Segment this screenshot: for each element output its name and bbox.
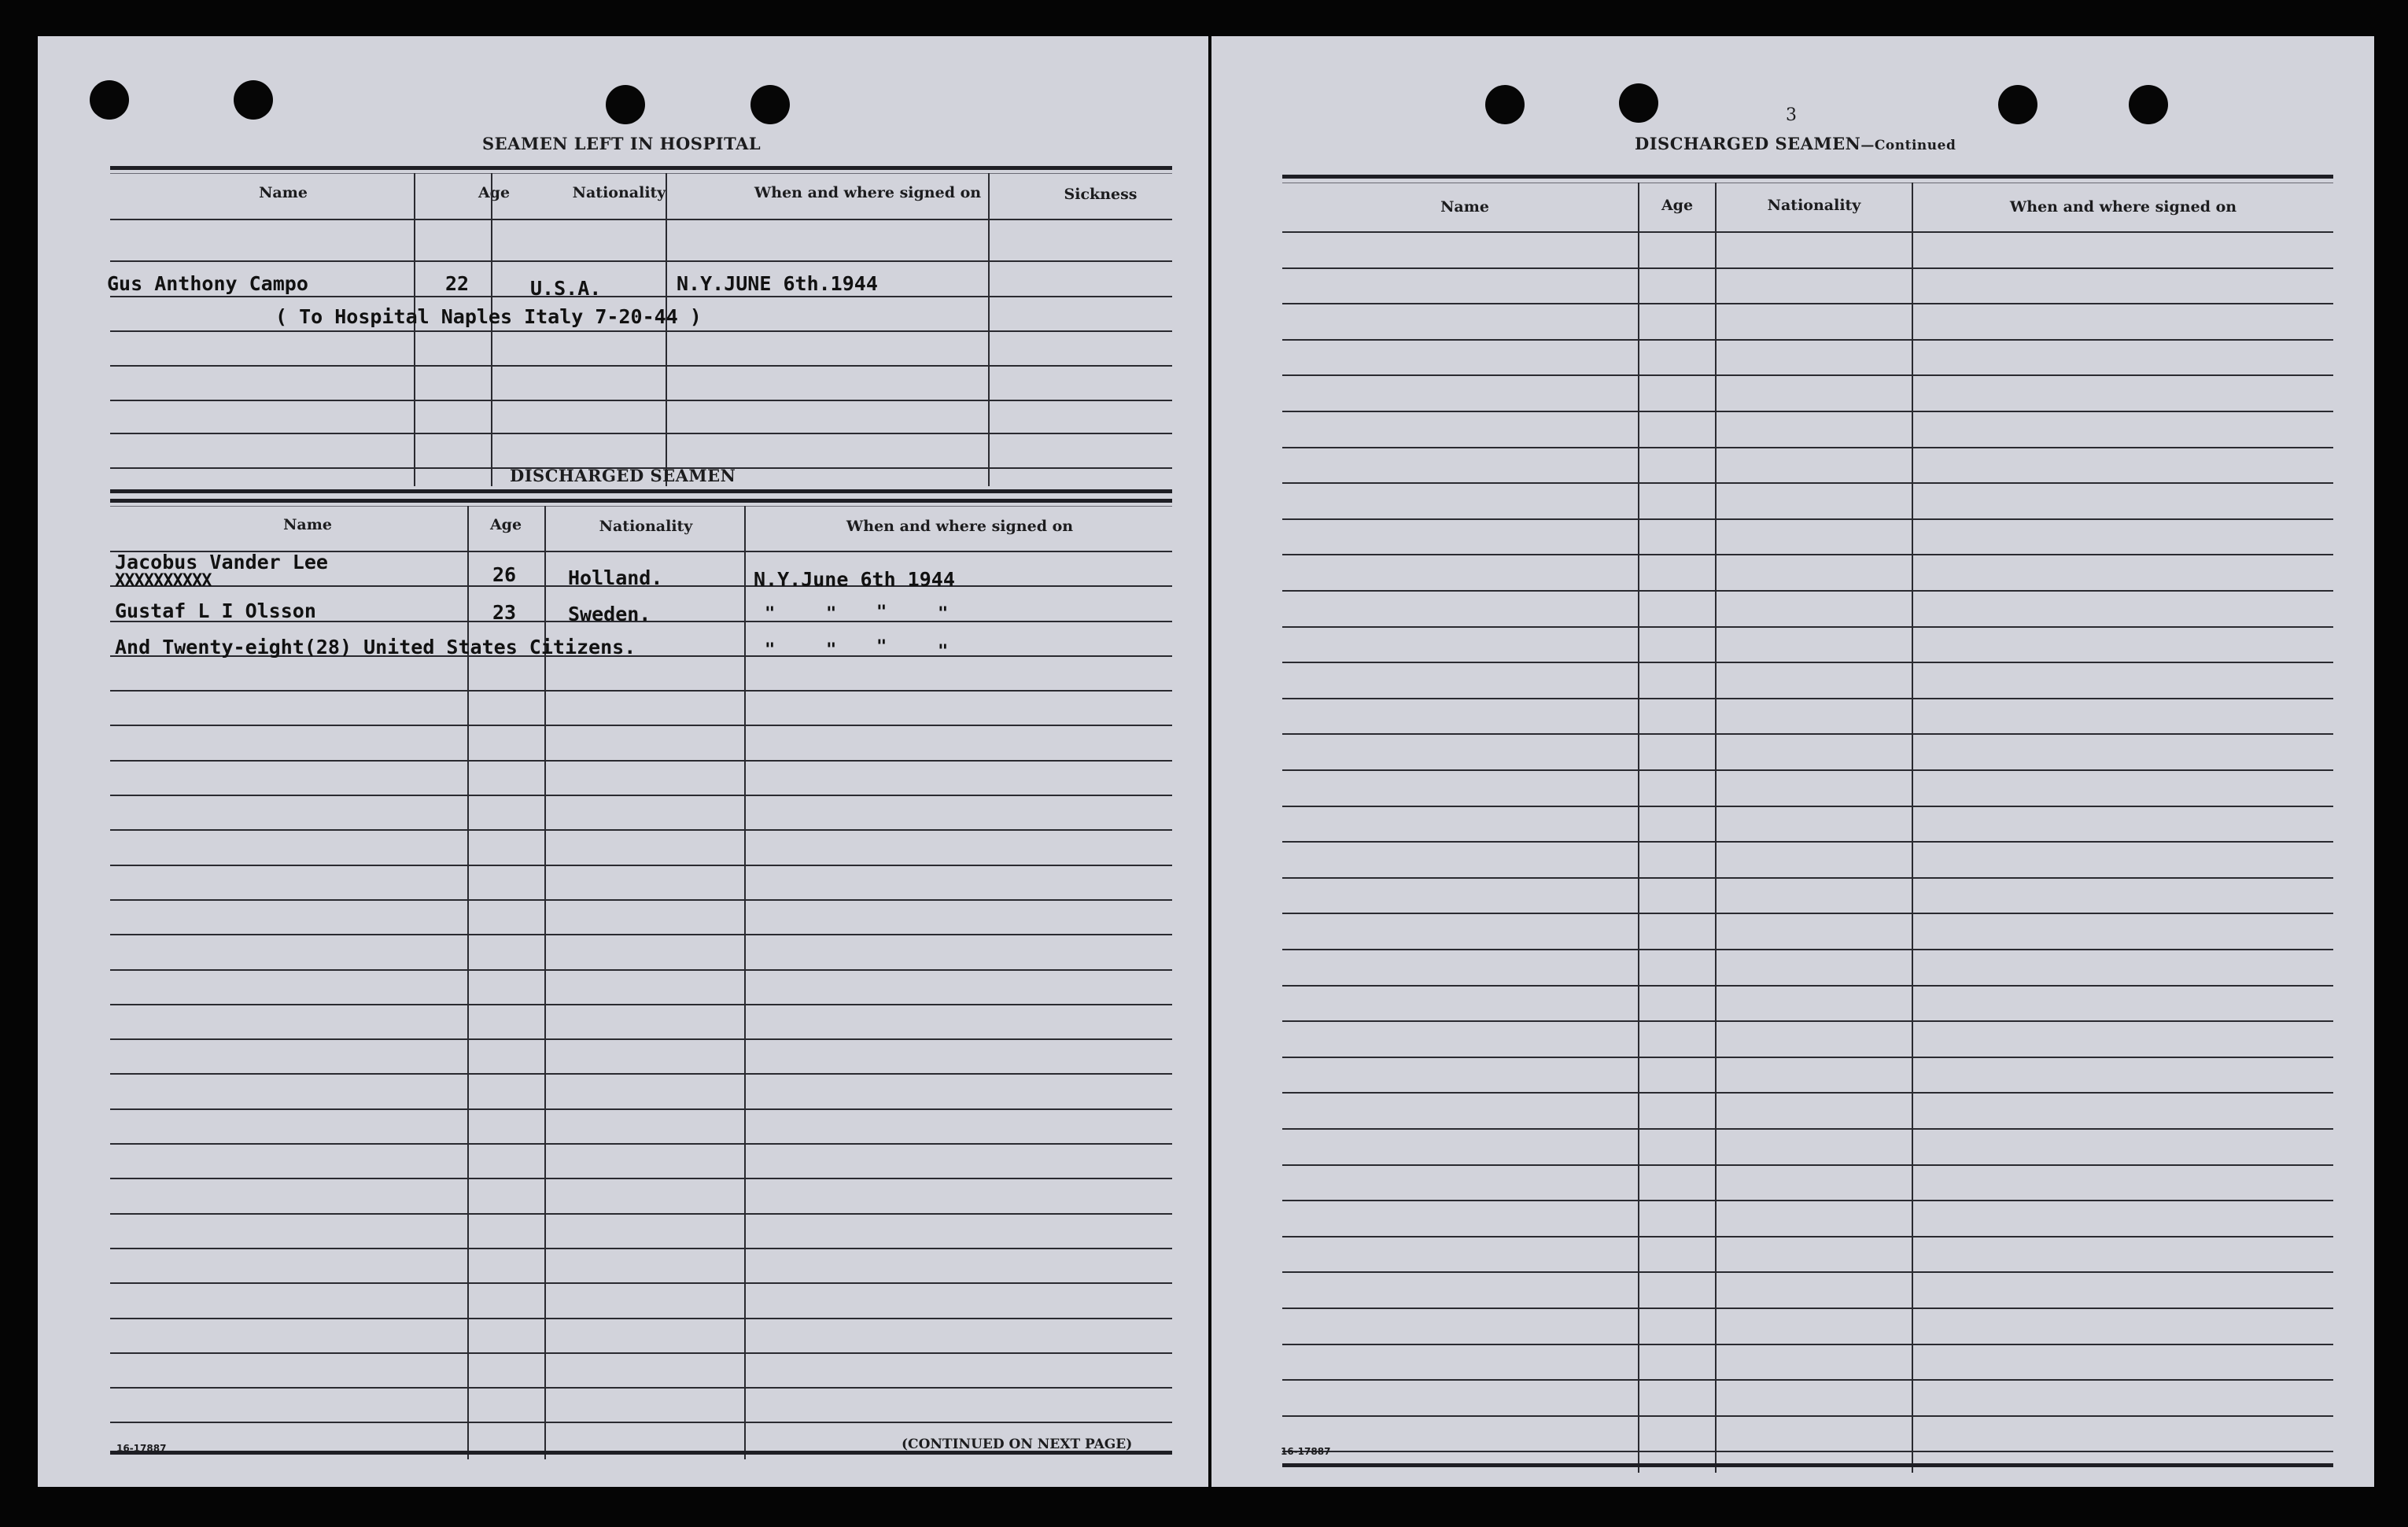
rule <box>110 499 1172 503</box>
page-number: 3 <box>1786 105 1797 125</box>
rule <box>110 899 1172 901</box>
hospital-note: ( To Hospital Naples Italy 7-20-44 ) <box>275 305 702 328</box>
rule <box>1282 303 2333 304</box>
continued-col-nationality: Nationality <box>1767 197 1861 214</box>
discharged-age-2: 23 <box>492 601 517 624</box>
rule <box>1282 1463 2333 1467</box>
rule <box>1282 1057 2333 1058</box>
rule <box>1282 1200 2333 1201</box>
column-divider <box>1912 183 1913 1473</box>
rule <box>1282 949 2333 950</box>
discharged-age-1: 26 <box>492 563 517 586</box>
punch-hole <box>750 85 790 124</box>
column-divider <box>1715 183 1717 1473</box>
rule <box>1282 1020 2333 1022</box>
rule <box>110 690 1172 692</box>
rule <box>1282 590 2333 592</box>
hospital-col-sickness: Sickness <box>1064 186 1138 203</box>
rule <box>110 1038 1172 1040</box>
rule <box>110 1387 1172 1389</box>
punch-hole <box>234 80 273 120</box>
column-divider <box>744 506 746 1459</box>
continued-col-name: Name <box>1440 198 1489 216</box>
discharged-nationality-1: Holland. <box>568 566 663 589</box>
ditto-mark: " <box>876 603 887 622</box>
hospital-seaman-name: Gus Anthony Campo <box>107 272 308 295</box>
rule <box>110 795 1172 796</box>
right-page <box>1211 36 2374 1487</box>
rule <box>1282 1344 2333 1345</box>
rule <box>110 1352 1172 1354</box>
rule <box>1282 339 2333 341</box>
ditto-mark: " <box>765 604 776 624</box>
rule <box>1282 267 2333 269</box>
rule <box>110 725 1172 726</box>
rule <box>1282 662 2333 663</box>
discharged-citizens-line: And Twenty-eight(28) United States Citizens. <box>115 636 636 658</box>
discharged-col-age: Age <box>489 516 522 533</box>
punch-hole <box>606 85 645 124</box>
rule <box>1282 554 2333 555</box>
rule <box>1282 806 2333 807</box>
punch-hole <box>2129 85 2168 124</box>
rule <box>1282 1164 2333 1166</box>
rule <box>1282 1415 2333 1417</box>
punch-hole <box>1485 85 1525 124</box>
ditto-mark: " <box>876 637 887 657</box>
rule <box>110 1178 1172 1179</box>
rule <box>110 969 1172 971</box>
form-number: 16-17887 <box>1281 1446 1331 1457</box>
hospital-col-signed-on: When and where signed on <box>754 184 982 201</box>
hospital-section-title: SEAMEN LEFT IN HOSPITAL <box>482 134 761 153</box>
continued-section-title <box>1635 134 1956 153</box>
rule <box>1282 1379 2333 1381</box>
punch-hole <box>1619 83 1658 123</box>
rule <box>110 365 1172 367</box>
rule <box>110 296 1172 297</box>
hospital-col-name: Name <box>259 184 308 201</box>
discharged-section-title: DISCHARGED SEAMEN <box>510 466 736 485</box>
rule <box>1282 374 2333 376</box>
rule <box>110 1143 1172 1145</box>
ditto-mark: " <box>938 604 949 624</box>
rule <box>110 400 1172 401</box>
rule <box>1282 482 2333 484</box>
continued-col-signed-on: When and where signed on <box>2009 198 2237 216</box>
rule <box>110 1282 1172 1284</box>
discharged-nationality-2: Sweden. <box>568 603 651 625</box>
rule <box>1282 985 2333 987</box>
hospital-seaman-age: 22 <box>445 272 470 295</box>
rule <box>1282 913 2333 914</box>
discharged-name-1: Jacobus Vander Lee <box>115 551 328 574</box>
rule <box>110 1213 1172 1215</box>
continued-section-title-suffix: —Continued <box>1860 138 1956 153</box>
rule <box>1282 877 2333 879</box>
hospital-seaman-signed-on: N.Y.JUNE 6th.1944 <box>677 272 878 295</box>
rule <box>110 1318 1172 1319</box>
continued-section-title-main: DISCHARGED SEAMEN <box>1635 134 1861 153</box>
discharged-col-name: Name <box>283 516 332 533</box>
hospital-seaman-nationality: U.S.A. <box>530 277 602 300</box>
rule <box>110 260 1172 262</box>
rule <box>110 1004 1172 1005</box>
rule <box>1282 698 2333 699</box>
rule <box>1282 1451 2333 1452</box>
discharged-signed-on-1: N.Y.June 6th 1944 <box>754 568 955 591</box>
punch-hole <box>1998 85 2037 124</box>
left-page <box>38 36 1208 1487</box>
ditto-mark: " <box>826 604 837 624</box>
rule <box>1282 447 2333 448</box>
hospital-col-age: Age <box>478 184 511 201</box>
rule <box>110 489 1172 493</box>
rule <box>1282 175 2333 179</box>
discharged-col-signed-on: When and where signed on <box>846 518 1074 535</box>
rule <box>1282 841 2333 843</box>
rule <box>1282 1128 2333 1130</box>
discharged-name-2: Gustaf L I Olsson <box>115 599 316 622</box>
rule <box>110 173 1172 174</box>
continued-col-age: Age <box>1661 197 1694 214</box>
rule <box>110 1108 1172 1110</box>
continued-note: (CONTINUED ON NEXT PAGE) <box>902 1437 1133 1452</box>
rule <box>110 166 1172 170</box>
rule <box>1282 411 2333 412</box>
rule <box>110 760 1172 762</box>
ditto-mark: " <box>938 642 949 662</box>
rule <box>1282 1271 2333 1273</box>
rule <box>1282 1092 2333 1094</box>
discharged-col-nationality: Nationality <box>599 518 693 535</box>
ditto-mark: " <box>765 640 776 660</box>
rule <box>110 934 1172 935</box>
rule <box>110 1422 1172 1423</box>
rule <box>110 219 1172 220</box>
rule <box>110 330 1172 332</box>
hospital-col-nationality: Nationality <box>572 184 666 201</box>
rule <box>110 865 1172 866</box>
rule <box>110 1073 1172 1075</box>
rule <box>1282 231 2333 233</box>
rule <box>1282 733 2333 735</box>
punch-hole <box>90 80 129 120</box>
rule <box>1282 1308 2333 1309</box>
rule <box>1282 626 2333 628</box>
rule <box>1282 1236 2333 1237</box>
rule <box>110 433 1172 434</box>
rule <box>110 1248 1172 1249</box>
rule <box>110 506 1172 507</box>
column-divider <box>1638 183 1639 1473</box>
ditto-mark: " <box>826 640 837 660</box>
rule <box>1282 518 2333 520</box>
rule <box>1282 769 2333 771</box>
struck-out-text: XXXXXXXXXX <box>115 571 212 591</box>
form-number: 16-17887 <box>116 1443 167 1454</box>
rule <box>110 829 1172 831</box>
